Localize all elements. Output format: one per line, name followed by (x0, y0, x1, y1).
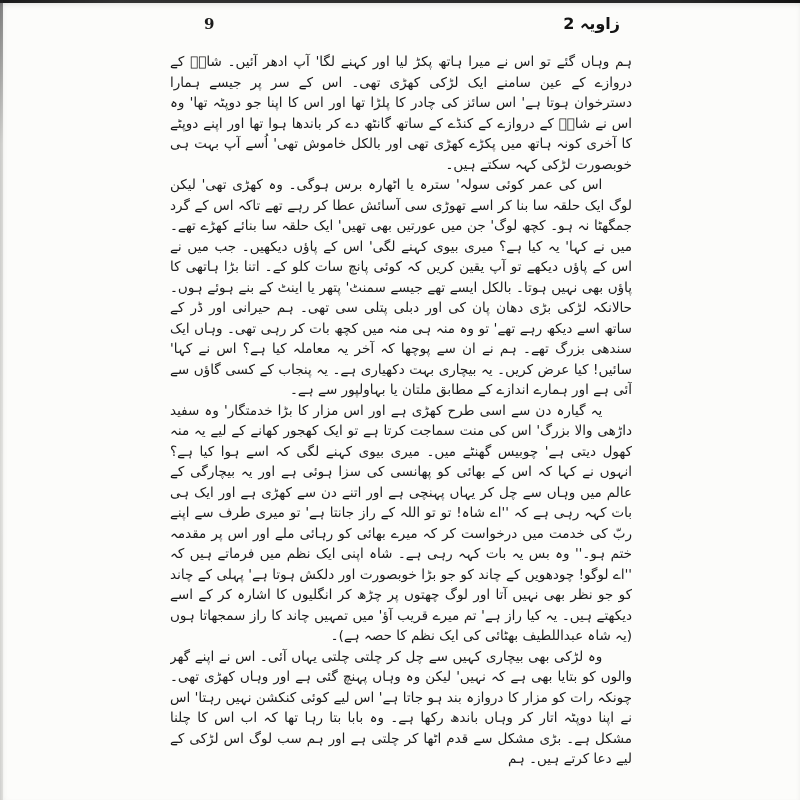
paragraph: یہ گیارہ دن سے اسی طرح کھڑی ہے اور اس مزار کا بڑا خدمتگار' وہ سفید داڑھی والا بزرگ' اس کی منت سماجت کرتا ہے تو ایک کھجور کھانے کے لیے یہ منہ کھول دیتی ہے' چوبیس گھنٹے میں۔ میری بیوی کہنے لگی کہ اسے ہوا کیا ہے؟ انہوں نے کہا کہ اس کے بھائی کو پھانسی کی سزا ہوئی ہے اور یہ بیچارگی کے عالم میں وہاں سے چل کر یہاں پہنچی ہے اور اتنے دن سے کھڑی ہے اور ایک ہی بات کہہ رہی ہے کہ ''اے شاہ! تو تو اللہ کے راز جانتا ہے' تو میری طرف سے اپنے ربّ کی خدمت میں درخواست کر کہ میرے بھائی کو رہائی ملے اور اس پر مقدمہ ختم ہو۔'' وہ بس یہ بات کہہ رہی ہے۔ شاہ اپنی ایک نظم میں فرماتے ہیں کہ ''اے لوگو! چودھویں کے چاند کو جو بڑا خوبصورت اور دلکش ہوتا ہے' پہلی کے چاند کو جو نظر بھی نہیں آتا اور لوگ چھتوں پر چڑھ کر انگلیوں کا اشارہ کر کے اسے دیکھتے ہیں۔ یہ کیا راز ہے' تم میرے قریب آؤ' میں تمہیں چاند کا راز سمجھاتا ہوں (یہ شاہ عبداللطیف بھٹائی کی ایک نظم کا حصہ ہے)۔ (170, 402, 632, 644)
paragraph: وہ لڑکی بھی بیچاری کہیں سے چل کر چلتی چلتی یہاں آئی۔ اس نے اپنے گھر والوں کو بتایا بھی ہے کہ نہیں' لیکن وہ وہاں پہنچ گئی ہے اور وہاں کھڑی تھی۔ چونکہ رات کو مزار کا دروازہ بند ہو جاتا ہے' اس لیے کوئی کنکشن نہیں رہتا' اس نے اپنا دوپٹہ اتار کر وہاں باندھ رکھا ہے۔ وہ بابا بتا رہا تھا کہ اب اس کا چلنا مشکل ہے۔ بڑی مشکل سے قدم اٹھا کر چلتی ہے اور ہم سب لوگ اس لڑکی کے لیے دعا کرتے ہیں۔ ہم (170, 648, 632, 767)
paragraph: ہم وہاں گئے تو اس نے میرا ہاتھ پکڑ لیا اور کہنے لگا' آپ ادھر آئیں۔ شاہؒ کے دروازے کے عین سامنے ایک لڑکی کھڑی تھی۔ اس کے سر پر جیسے ہمارا دسترخوان ہوتا ہے' اس سائز کی چادر کا پلڑا تھا اور اس کا اپنا جو دوپٹہ تھا' وہ اس نے شاہؒ کے دروازے کے کنڈے کے ساتھ گانٹھ دے کر باندھا ہوا تھا اور اپنے دوپٹے کا آخری کونہ ہاتھ میں پکڑے کھڑی تھی اور بالکل خاموش تھی' اُسے آپ بہت ہی خوبصورت لڑکی کہہ سکتے ہیں۔ (170, 54, 632, 173)
paragraph: اس کی عمر کوئی سولہ' سترہ یا اٹھارہ برس ہوگی۔ وہ کھڑی تھی' لیکن لوگ ایک حلقہ سا بنا کر اسے تھوڑی سی آسائش عطا کر رہے تھے تاکہ اس کے گرد جمگھٹا نہ ہو۔ کچھ لوگ' جن میں عورتیں بھی تھیں' ایک حلقہ سا بنائے کھڑے تھے۔ میں نے کہا' یہ کیا ہے؟ میری بیوی کہنے لگی' اس کے پاؤں دیکھیں۔ جب میں نے اس کے پاؤں دیکھے تو آپ یقین کریں کہ کوئی پانچ سات کلو کے۔ اتنا بڑا ہاتھی کا پاؤں بھی نہیں ہوتا۔ بالکل ایسے تھے جیسے سمنٹ' پتھر یا اینٹ کے بنے ہوئے ہوں۔ حالانکہ لڑکی بڑی دھان پان کی اور دبلی پتلی سی تھی۔ ہم حیرانی اور ڈر کے ساتھ اسے دیکھ رہے تھے' تو وہ منہ ہی منہ میں کچھ بات کر رہی تھی۔ وہاں ایک سندھی بزرگ تھے۔ ہم نے ان سے پوچھا کہ آخر یہ معاملہ کیا ہے؟ اس نے کہا' سائیں! کیا عرض کریں۔ یہ بیچاری بہت دکھیاری ہے۔ یہ پنجاب کے کسی گاؤں سے آئی ہے اور ہمارے اندازے کے مطابق ملتان یا بہاولپور سے ہے۔ (170, 177, 632, 398)
book-title: زاویہ 2 (563, 14, 620, 33)
page-header (176, 14, 628, 33)
page-text (170, 52, 632, 792)
page-number: 9 (204, 15, 215, 33)
scan-edge-top (0, 0, 800, 3)
scan-edge-left (0, 0, 3, 800)
